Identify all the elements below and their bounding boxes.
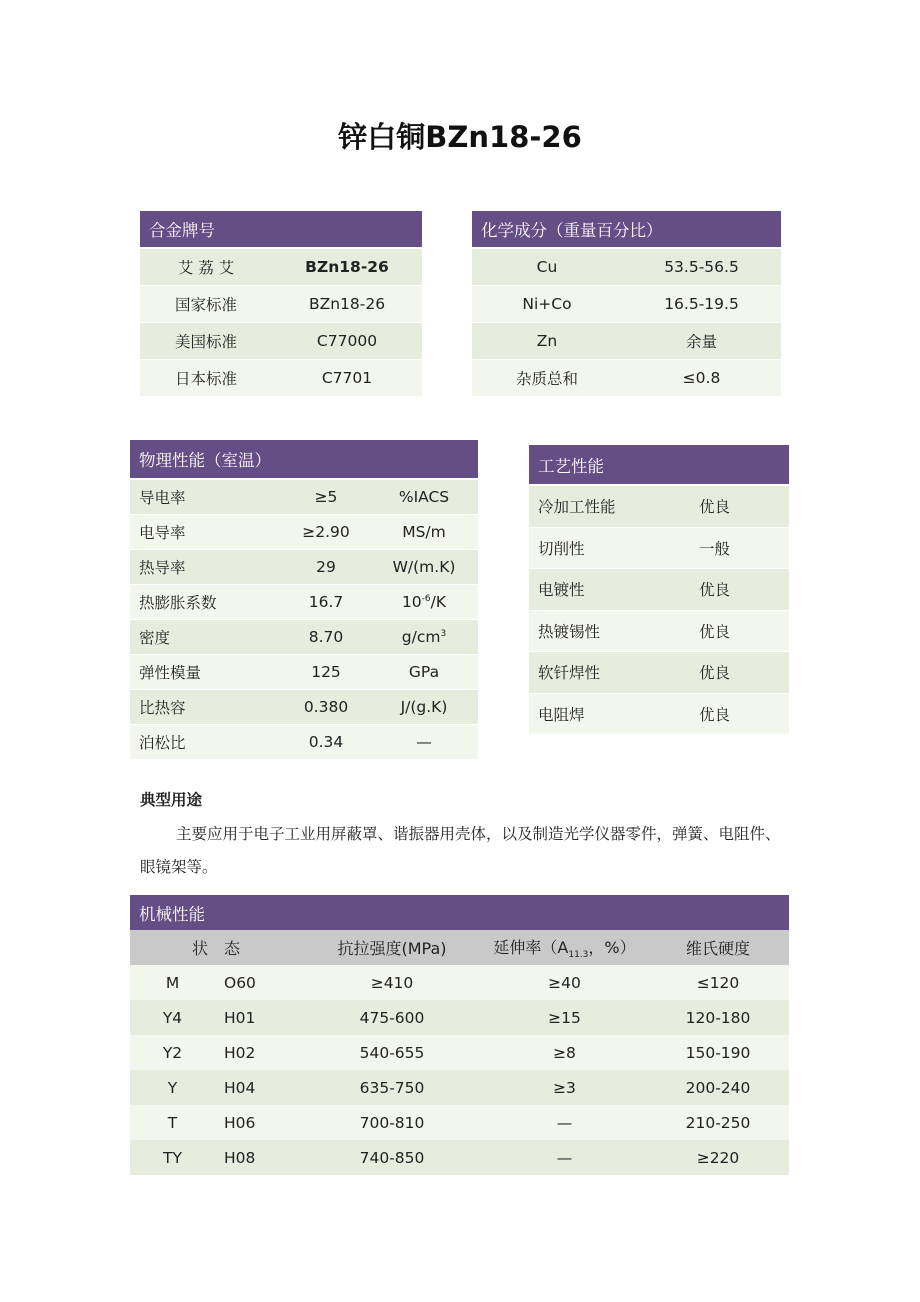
table-row [130,725,478,759]
property-value: 8.70 [308,628,344,646]
col-elongation [482,935,647,960]
row-label: Ni+Co [522,295,572,313]
property-value: 16.7 [308,593,344,611]
property-unit [370,488,478,506]
table-row [130,965,789,1000]
col-elongation-sub: 11.3 [568,950,589,961]
mechanical-properties-table [130,895,789,1175]
chemical-composition-table [472,211,781,397]
table-row [130,1140,789,1175]
cell-tensile: 740-850 [359,1148,425,1167]
row-value: C7701 [321,369,373,387]
unit-text: MS/m [402,523,446,541]
row-value: ≤0.8 [682,369,721,387]
cell-temper: H04 [224,1078,256,1097]
table-row [130,1000,789,1035]
row-label: 电镀性 [538,581,585,600]
table-row [130,1105,789,1140]
unit-text: GPa [408,663,440,681]
cell-temper: H06 [224,1113,256,1132]
page-title: 锌白铜BZn18-26 [338,120,582,154]
table-row [472,286,781,322]
usage-heading: 典型用途 [140,791,203,809]
property-name: 热导率 [139,559,186,577]
table-header: 工艺性能 [529,445,789,486]
property-value: 0.380 [303,698,349,716]
table-header: 机械性能 [130,895,789,930]
unit-text: %IACS [398,488,450,506]
cell-hardness: ≥220 [696,1148,740,1167]
table-row [130,550,478,584]
property-value: 29 [316,558,336,576]
row-value: C77000 [316,332,378,350]
property-unit [370,593,478,611]
row-label: 杂质总和 [515,370,578,388]
table-row [130,480,478,514]
process-properties-table [529,445,789,735]
cell-elongation: — [556,1148,573,1167]
alloy-grade-table [140,211,422,397]
table-row [529,694,789,735]
row-label: 国家标准 [174,296,237,314]
table-row [529,652,789,693]
cell-state: TY [163,1148,182,1167]
property-unit [370,663,478,681]
row-value: 53.5-56.5 [664,258,739,276]
row-label: 软钎焊性 [538,664,601,683]
row-label: 美国标准 [174,333,237,351]
property-value: ≥5 [314,488,338,506]
row-label: 电阻焊 [538,705,585,724]
unit-superscript: 3 [440,628,447,639]
table-row [529,611,789,652]
table-row [140,360,422,396]
table-row [130,585,478,619]
cell-state: M [165,973,180,992]
cell-elongation: ≥8 [553,1043,576,1062]
cell-tensile: ≥410 [370,973,414,992]
unit-superscript: -6 [421,593,431,604]
table-header: 化学成分（重量百分比） [472,211,781,249]
row-value: 余量 [685,333,717,351]
row-label: Zn [536,332,558,350]
property-unit [370,733,478,751]
unit-text: J/(g.K) [400,698,448,716]
cell-tensile: 635-750 [359,1078,425,1097]
cell-hardness: 200-240 [685,1078,751,1097]
property-name: 热膨胀系数 [139,594,217,612]
cell-state: Y4 [162,1008,183,1027]
cell-temper: H08 [224,1148,256,1167]
table-row [130,1070,789,1105]
table-header: 物理性能（室温） [130,440,478,480]
row-value: 一般 [699,539,731,558]
row-label: 切削性 [538,539,585,558]
cell-elongation: ≥40 [548,973,581,992]
cell-hardness: ≤120 [696,973,740,992]
property-name: 泊松比 [139,734,186,752]
cell-temper: H02 [224,1043,256,1062]
unit-text: g/cm [401,628,441,646]
property-value: 125 [311,663,341,681]
cell-elongation: — [556,1113,573,1132]
cell-tensile: 540-655 [359,1043,425,1062]
property-value: ≥2.90 [302,523,350,541]
property-unit [370,523,478,541]
table-row [130,620,478,654]
col-tensile: 抗拉强度(MPa) [337,939,447,958]
table-row [472,249,781,285]
row-value: 优良 [699,622,731,641]
row-value: 优良 [699,664,731,683]
cell-tensile: 700-810 [359,1113,425,1132]
row-label: 艾 荔 艾 [177,259,235,277]
cell-state: Y [167,1078,178,1097]
property-name: 电导率 [139,524,186,542]
unit-text: W/(m.K) [392,558,456,576]
table-row [140,249,422,285]
cell-hardness: 150-190 [685,1043,751,1062]
row-label: 日本标准 [174,370,237,388]
property-name: 比热容 [139,699,186,717]
table-row [130,515,478,549]
table-row [529,528,789,569]
table-row [130,690,478,724]
table-row [130,1035,789,1070]
table-row [529,569,789,610]
col-hardness: 维氏硬度 [685,939,750,958]
cell-temper: O60 [224,973,256,992]
usage-text: 主要应用于电子工业用屏蔽罩、谐振器用壳体，以及制造光学仪器零件，弹簧、电阻件、眼镜架等。 [140,825,781,876]
physical-properties-table [130,440,478,760]
row-value: BZn18-26 [308,295,386,313]
cell-elongation: ≥3 [553,1078,576,1097]
table-row [140,286,422,322]
unit-text: — [416,733,432,751]
row-value: 优良 [699,581,731,600]
property-name: 弹性模量 [139,664,202,682]
column-header-row [130,930,789,965]
row-value: 16.5-19.5 [664,295,739,313]
row-label: 冷加工性能 [538,498,616,517]
row-label: 热镀锡性 [538,622,601,641]
cell-temper: H01 [224,1008,256,1027]
cell-tensile: 475-600 [359,1008,425,1027]
row-value: BZn18-26 [305,258,389,276]
row-value: 优良 [699,498,731,517]
table-row [140,323,422,359]
property-unit [370,698,478,716]
property-unit [370,628,478,646]
col-elongation-label: 延伸率（A [493,937,569,957]
cell-hardness: 210-250 [685,1113,751,1132]
cell-hardness: 120-180 [685,1008,751,1027]
table-row [529,486,789,527]
row-label: Cu [536,258,558,276]
cell-elongation: ≥15 [548,1008,581,1027]
table-row [472,360,781,396]
property-name: 密度 [139,629,171,647]
cell-state: T [167,1113,178,1132]
property-value: 0.34 [308,733,344,751]
property-unit [370,558,478,576]
unit-text: 10 [401,593,422,611]
col-elongation-tail: ，%） [588,937,636,957]
table-row [472,323,781,359]
table-row [130,655,478,689]
table-header: 合金牌号 [140,211,422,249]
cell-state: Y2 [162,1043,183,1062]
row-value: 优良 [699,705,731,724]
property-name: 导电率 [139,489,186,507]
unit-tail: /K [430,593,447,611]
col-state: 状 态 [191,939,240,958]
